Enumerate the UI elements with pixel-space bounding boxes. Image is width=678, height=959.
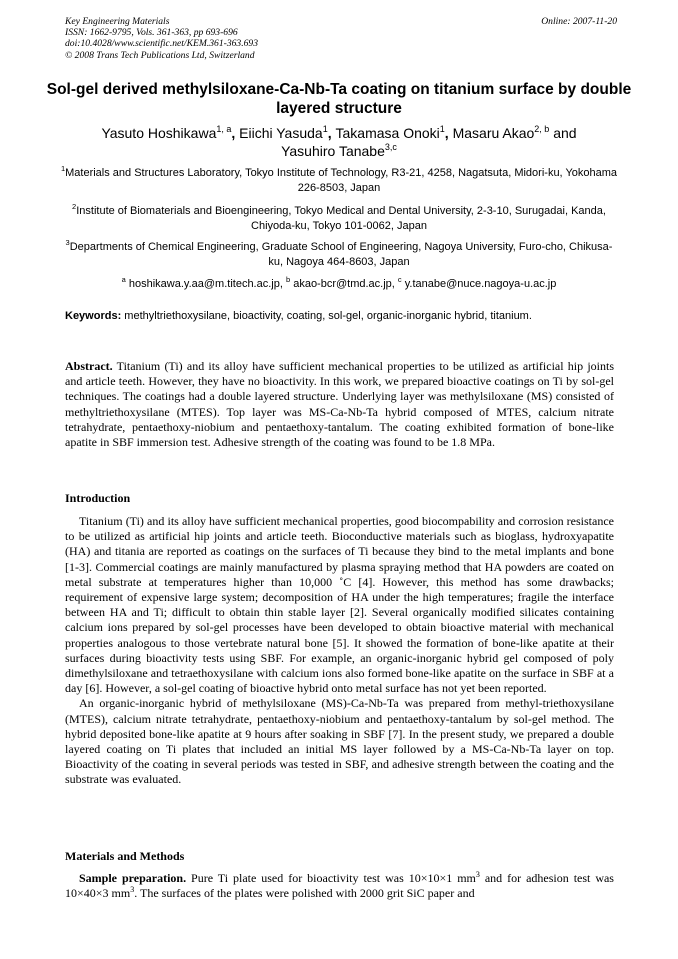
introduction-body [65, 514, 614, 788]
author-affiliation-mark: 2, b [534, 124, 550, 134]
email-text: y.tanabe@nuce.nagoya-u.ac.jp [404, 278, 557, 290]
affiliation-text: Departments of Chemical Engineering, Graduate School of Engineering, Nagoya University, Furo-cho, Chikusa-ku, Nagoya 464-8603, Japan [69, 241, 613, 268]
paragraph: Titanium (Ti) and its alloy have sufficient mechanical properties, good biocompability and corrosion resistance to be utilized as artificial hip joints and article teeth. Bioconductive materials such as bioglass, hydroxyapatite (HA) and titania are reported as coatings on the surfaces of Ti because they bind to the metal implants and bone [1-3]. Commercial coatings are mainly manufactured by plasma spraying method that HA powders are coated on metal substrate at temperatures higher than 10,000 ˚C [4]. However, this method has some drawbacks; requirement of expensive large system; decomposition of HA under the high temperatures; fragile the interface between HA and Ti; difficult to obtain thin stable layer [2]. Several organically modified silicates containing calcium ions prepared by sol-gel processes have been developed to obtain bioactive material with mechanical properties analogous to those vertebrate natural bone [5]. It showed the formation of bone-like apatite at their surfaces during bioactivity tests using SBF. For example, an organic-inorganic hybrid gel composed of poly dimethylsiloxane and tetraethoxysilane with calcium ions also formed bone-like apatite on the surface in SBF at a day [6]. However, a sol-gel coating of bioactive hybrid onto metal surface has not yet been reported. [65, 514, 614, 696]
superscript: 3 [475, 870, 480, 879]
journal-info [65, 16, 465, 61]
affiliation-mark: 2 [72, 202, 77, 211]
journal-name: Key Engineering Materials [65, 16, 170, 27]
paragraph [65, 871, 614, 901]
author-affiliation-mark: 1 [322, 124, 328, 134]
author-list [40, 124, 638, 160]
methods-body [65, 871, 614, 901]
superscript: 3 [130, 885, 135, 895]
author-name: Yasuhiro Tanabe [281, 143, 385, 159]
affiliation-mark: 3 [65, 238, 70, 247]
affiliation-1 [60, 166, 618, 196]
introduction-heading: Introduction [65, 491, 131, 505]
keywords-label: Keywords: [65, 310, 122, 322]
keywords [65, 309, 625, 323]
author-affiliation-mark: 1 [439, 124, 445, 134]
email-text: akao-bcr@tmd.ac.jp, [293, 278, 398, 290]
journal-doi: doi:10.4028/www.scientific.net/KEM.361-363.693 [65, 38, 259, 50]
author-affiliation-mark: 3,c [384, 142, 397, 152]
paragraph: An organic-inorganic hybrid of methylsiloxane (MS)-Ca-Nb-Ta was prepared from methyl-triethoxysilane (MTES), calcium nitrate tetrahydrate, pentaethoxy-niobium and pentaethoxy-tantalum by sol-gel method. The hybrid deposited bone-like apatite at 9 hours after soaking in SBF [7]. In the present study, we prepared a double layered coating on Ti plates that included an initial MS layer followed by a MS-Ca-Nb-Ta layer on top. Bioactivity of the coating in several periods was tested in SBF, and adhesive strength between the coating and the substrate was evaluated. [65, 696, 614, 787]
author-name: Yasuto Hoshikawa [101, 125, 217, 141]
subsection-label: Sample preparation. [79, 871, 187, 885]
author-name: Takamasa Onoki [335, 125, 440, 141]
abstract [65, 359, 614, 450]
author-separator: , [327, 125, 336, 141]
affiliation-3 [60, 240, 618, 270]
affiliation-text: Institute of Biomaterials and Bioengineering, Tokyo Medical and Dental University, 2-3-10, Surugadai, Kanda, Chiyoda-ku, Tokyo 101-0062, Japan [76, 205, 606, 232]
online-date: Online: 2007-11-20 [541, 16, 617, 27]
abstract-label: Abstract. [65, 359, 113, 373]
email-mark: b [285, 275, 291, 284]
journal-copyright: © 2008 Trans Tech Publications Ltd, Switzerland [65, 49, 255, 61]
methods-heading: Materials and Methods [65, 849, 185, 863]
author-emails [60, 277, 618, 292]
author-name: Eiichi Yasuda [239, 125, 323, 141]
methods-text: Pure Ti plate used for bioactivity test was 10×10×1 mm [186, 871, 476, 885]
paper-title: Sol-gel derived methylsiloxane-Ca-Nb-Ta coating on titanium surface by double layered structure [46, 81, 632, 117]
journal-issn: ISSN: 1662-9795, Vols. 361-363, pp 693-696 [65, 27, 238, 39]
email-mark: c [397, 275, 402, 284]
author-separator: and [549, 125, 577, 141]
methods-text: and for adhesion test was 10×40×3 mm [65, 871, 614, 901]
author-separator: , [444, 125, 453, 141]
keywords-text: methyltriethoxysilane, bioactivity, coating, sol-gel, organic-inorganic hybrid, titanium. [121, 310, 532, 322]
affiliation-text: Materials and Structures Laboratory, Tokyo Institute of Technology, R3-21, 4258, Nagatsuta, Midori-ku, Yokohama 226-8503, Japan [65, 167, 618, 194]
methods-text: . The surfaces of the plates were polished with 2000 grit SiC paper and [134, 886, 475, 901]
author-separator: , [231, 125, 240, 141]
abstract-text: Titanium (Ti) and its alloy have sufficient mechanical properties to be utilized as artificial hip joints and article teeth. However, they have no bioactivity. In this work, we prepared bioactive coatings on Ti by sol-gel techniques. The coatings had a double layered structure. Underlying layer was methylsiloxane (MS) consisted of methyltriethoxysilane (MTES). Top layer was MS-Ca-Nb-Ta hybrid composed of MTES, calcium nitrate tetrahydrate, pentaethoxy-niobium and pentaethoxy-tantalum. The coating exhibited formation of bone-like apatite in SBF immersion test. Adhesive strength of the coating was found to be 1.8 MPa. [65, 359, 614, 450]
author-name: Masaru Akao [452, 125, 535, 141]
author-affiliation-mark: 1, a [216, 124, 232, 134]
affiliation-2 [60, 204, 618, 234]
affiliation-mark: 1 [60, 164, 66, 173]
email-mark: a [121, 275, 126, 284]
email-text: hoshikawa.y.aa@m.titech.ac.jp, [128, 278, 286, 290]
